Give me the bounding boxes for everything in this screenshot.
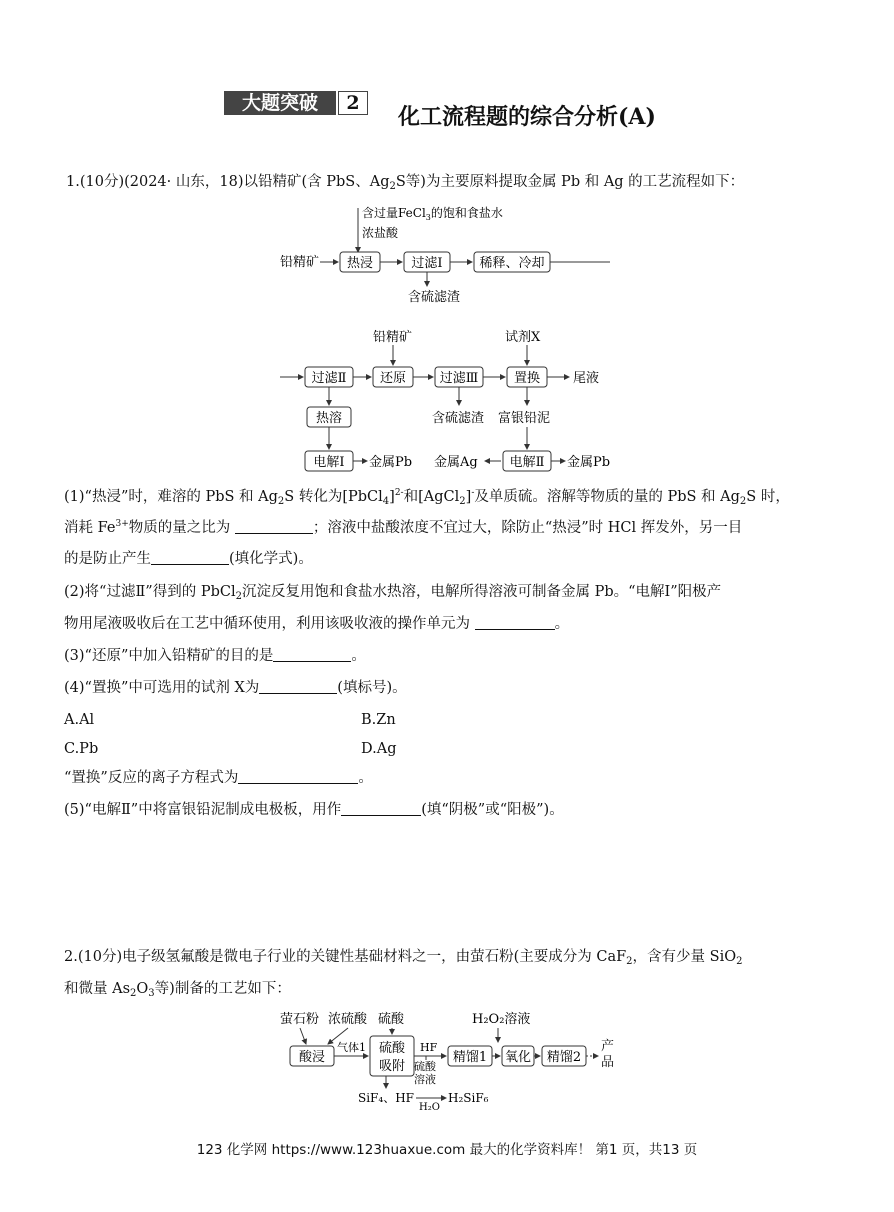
flow3-water: H₂O [419, 1102, 440, 1110]
option-d[interactable]: D.Ag [361, 741, 397, 757]
q1-intro: 1.(10分)(2024· 山东，18)以铅精矿(含 PbS、$Ag_2S$等)为主要原料提取金属 Pb 和 Ag 的工艺流程如下： [66, 174, 745, 192]
flow1-step-filter1: 过滤Ⅰ [411, 256, 443, 271]
flow1-reagent-1: 含过量FeCl$_3$的饱和食盐水 [362, 206, 503, 222]
flow2-step-reduce: 还原 [379, 371, 407, 386]
answer-blank[interactable] [273, 647, 351, 662]
flow2-rich-mud: 富银铅泥 [498, 411, 551, 426]
flow2-step-replace: 置换 [513, 371, 541, 386]
flow3-step-oxid: 氧化 [504, 1050, 532, 1065]
flow2-metal-pb2: 金属Pb [567, 455, 611, 470]
flow3-product-2: 品 [601, 1055, 615, 1070]
flow2-residue: 含硫滤渣 [432, 411, 485, 426]
flow3-fluorite: 萤石粉 [280, 1012, 320, 1027]
flow3-solution-2: 溶液 [414, 1073, 436, 1086]
flow3-solution-1: 硫酸 [414, 1060, 436, 1073]
answer-blank[interactable] [238, 769, 358, 784]
flow2-step-filter2: 过滤Ⅱ [311, 371, 347, 386]
q1-part2-line2: 物用尾液吸收后在工艺中循环使用，利用该吸收液的操作单元为 。 [64, 616, 570, 632]
flow2-reagent-x: 试剂X [505, 330, 541, 345]
flow3-conc-acid: 浓硫酸 [328, 1012, 368, 1027]
flowchart-3 [276, 1006, 626, 1110]
flow2-step-elec2: 电解Ⅱ [509, 455, 545, 470]
flow1-feed: 铅精矿 [280, 255, 320, 270]
flow3-gas1: 气体1 [337, 1041, 366, 1054]
flow3-step-acid: 酸浸 [298, 1050, 326, 1065]
q1-part4-equation: “置换”反应的离子方程式为 。 [64, 770, 373, 786]
flow2-step-filter3: 过滤Ⅲ [439, 371, 479, 386]
q1-part1-line3: 的是防止产生 (填化学式)。 [64, 551, 313, 567]
flow3-acid: 硫酸 [378, 1012, 405, 1027]
flowchart-1 [270, 200, 630, 310]
flow3-absorb-1: 硫酸 [378, 1041, 406, 1056]
page-title: 化工流程题的综合分析(A) [398, 104, 656, 130]
q1-part1-line1: (1)“热浸”时，难溶的 PbS 和 $Ag_2S$ 转化为[PbCl$_4$]$^{2-}$和[AgCl$_2$]-及单质硫。溶解等物质的量的 PbS 和 $Ag_2S$ 时， [64, 488, 790, 507]
flow3-h2o2: H₂O₂溶液 [472, 1012, 531, 1027]
flow3-product-1: 产 [601, 1039, 615, 1054]
answer-blank[interactable] [341, 801, 421, 816]
flow3-step-rect2: 精馏2 [546, 1050, 582, 1065]
q1-part4: (4)“置换”中可选用的试剂 X为 (填标号)。 [64, 680, 407, 696]
section-banner [224, 91, 368, 115]
answer-blank[interactable] [475, 615, 555, 630]
option-a[interactable]: A.Al [64, 712, 95, 728]
flow2-ore: 铅精矿 [373, 330, 413, 345]
answer-blank[interactable] [151, 550, 229, 565]
flow3-hf: HF [420, 1041, 438, 1054]
option-c[interactable]: C.Pb [64, 741, 99, 757]
q1-part1-line2: 消耗 $Fe^{3+}$物质的量之比为 ；溶液中盐酸浓度不宜过大，除防止“热浸”时 HCl 挥发外，另一目 [64, 519, 743, 536]
q1-part5: (5)“电解Ⅱ”中将富银铅泥制成电极板，用作 (填“阴极”或“阳极”)。 [64, 802, 564, 818]
flow3-step-rect1: 精馏1 [452, 1050, 488, 1065]
flow1-residue: 含硫滤渣 [408, 290, 461, 305]
banner-number: 2 [338, 91, 368, 115]
flow2-tail: 尾液 [573, 371, 600, 386]
flow2-step-hotdissolve: 热溶 [315, 411, 343, 426]
flow1-step-dilute: 稀释、冷却 [479, 256, 545, 271]
page-footer: 123 化学网 https://www.123huaxue.com 最大的化学资料库！ 第1 页，共13 页 [196, 1142, 698, 1158]
flow3-absorb-2: 吸附 [378, 1059, 406, 1074]
answer-blank[interactable] [259, 679, 337, 694]
flow1-step-hot: 热浸 [346, 256, 374, 271]
answer-blank[interactable] [235, 519, 313, 534]
flow2-step-elec1: 电解Ⅰ [313, 455, 345, 470]
flow1-reagent-2: 浓盐酸 [362, 226, 399, 240]
flow2-metal-ag: 金属Ag [434, 455, 478, 470]
flowchart-2 [275, 325, 625, 477]
flow2-metal-pb1: 金属Pb [369, 455, 413, 470]
q1-part2-line1: (2)将“过滤Ⅱ”得到的 PbCl$_2$沉淀反复用饱和食盐水热溶，电解所得溶液可制备金属 Pb。“电解Ⅰ”阳极产 [64, 584, 722, 602]
q1-part3: (3)“还原”中加入铅精矿的目的是 。 [64, 648, 366, 664]
option-b[interactable]: B.Zn [361, 712, 396, 728]
flow3-bottom-left: SiF₄、HF [358, 1091, 414, 1105]
banner-label: 大题突破 [224, 91, 336, 115]
q2-intro-line2: 和微量 $As_2O_3$等)制备的工艺如下： [64, 981, 291, 999]
flow3-bottom-right: H₂SiF₆ [448, 1091, 489, 1105]
q2-intro-line1: 2.(10分)电子级氢氟酸是微电子行业的关键性基础材料之一，由萤石粉(主要成分为 CaF$_2$，含有少量 SiO$_2$ [64, 949, 743, 967]
